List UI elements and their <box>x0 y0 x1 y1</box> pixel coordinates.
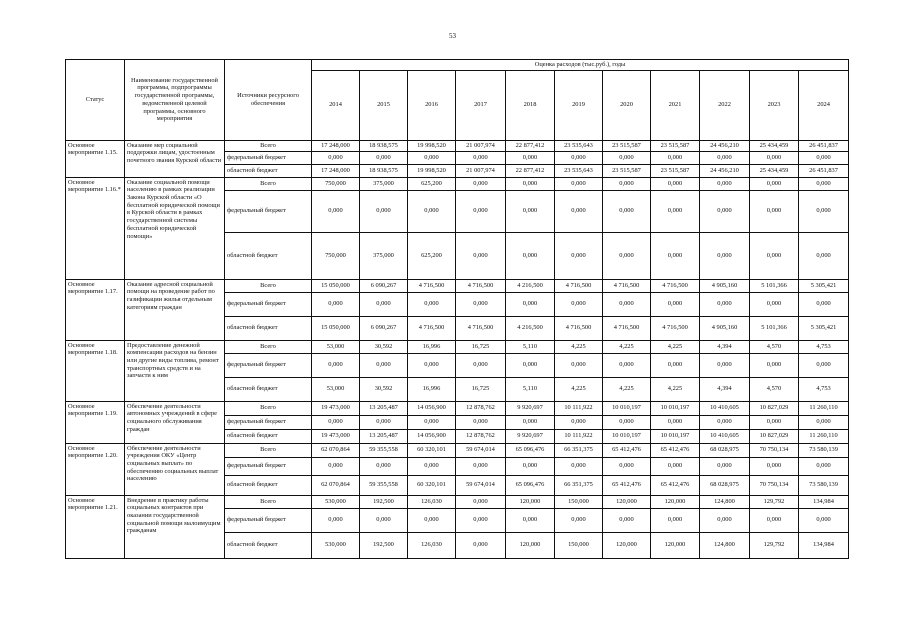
value-cell: 6 090,267 <box>360 316 408 340</box>
value-cell: 0,000 <box>603 232 651 279</box>
value-cell: 0,000 <box>750 457 799 475</box>
header-year: 2023 <box>750 70 799 140</box>
value-cell: 0,000 <box>456 177 506 190</box>
value-cell: 65 412,476 <box>603 475 651 495</box>
value-cell: 4 905,160 <box>700 316 750 340</box>
value-cell: 4 216,500 <box>506 316 555 340</box>
value-cell: 0,000 <box>408 292 456 316</box>
value-cell: 65 412,476 <box>603 443 651 457</box>
value-cell: 60 320,101 <box>408 443 456 457</box>
value-cell: 0,000 <box>506 457 555 475</box>
value-cell: 0,000 <box>506 151 555 164</box>
source-cell: областной бюджет <box>225 475 312 495</box>
value-cell: 15 050,000 <box>312 279 360 292</box>
value-cell: 0,000 <box>456 457 506 475</box>
value-cell: 19 998,520 <box>408 140 456 151</box>
value-cell: 0,000 <box>555 415 603 429</box>
measure-name-cell: Внедрение в практику работы социальных контрактов при оказании государственной социальной помощи малоимущим гражданам <box>125 495 225 558</box>
value-cell: 18 938,575 <box>360 164 408 177</box>
source-cell: областной бюджет <box>225 164 312 177</box>
value-cell: 0,000 <box>506 353 555 377</box>
value-cell: 10 010,197 <box>651 401 700 415</box>
header-year: 2024 <box>799 70 849 140</box>
value-cell: 53,000 <box>312 377 360 401</box>
value-cell: 0,000 <box>603 177 651 190</box>
value-cell: 66 351,375 <box>555 475 603 495</box>
value-cell: 4,570 <box>750 377 799 401</box>
source-cell: Всего <box>225 279 312 292</box>
value-cell: 0,000 <box>603 190 651 232</box>
value-cell: 5,110 <box>506 377 555 401</box>
value-cell: 0,000 <box>799 457 849 475</box>
value-cell: 0,000 <box>700 353 750 377</box>
measure-name-cell: Обеспечение деятельности учреждения ОКУ «Центр социальных выплат» по обеспечению социальных выплат населению <box>125 443 225 495</box>
value-cell: 375,000 <box>360 177 408 190</box>
value-cell: 375,000 <box>360 232 408 279</box>
value-cell: 5 305,421 <box>799 316 849 340</box>
value-cell: 10 010,197 <box>651 429 700 443</box>
value-cell: 11 260,110 <box>799 401 849 415</box>
value-cell: 59 355,558 <box>360 475 408 495</box>
value-cell: 0,000 <box>456 415 506 429</box>
value-cell: 4,753 <box>799 340 849 353</box>
value-cell: 4 716,500 <box>408 279 456 292</box>
value-cell: 59 355,558 <box>360 443 408 457</box>
status-cell: Основное мероприятие 1.16.* <box>66 177 125 279</box>
value-cell: 0,000 <box>312 292 360 316</box>
value-cell: 0,000 <box>555 292 603 316</box>
value-cell: 0,000 <box>360 190 408 232</box>
source-cell: областной бюджет <box>225 316 312 340</box>
header-source: Источники ресурсного обеспечения <box>225 60 312 141</box>
source-cell: федеральный бюджет <box>225 415 312 429</box>
value-cell: 17 248,000 <box>312 140 360 151</box>
value-cell: 0,000 <box>603 415 651 429</box>
value-cell: 62 070,864 <box>312 443 360 457</box>
value-cell: 4 716,500 <box>603 279 651 292</box>
value-cell: 134,984 <box>799 495 849 508</box>
value-cell: 0,000 <box>456 292 506 316</box>
value-cell: 0,000 <box>700 292 750 316</box>
value-cell: 14 056,900 <box>408 429 456 443</box>
value-cell: 0,000 <box>456 495 506 508</box>
value-cell: 70 750,134 <box>750 475 799 495</box>
value-cell: 21 007,974 <box>456 164 506 177</box>
value-cell: 530,000 <box>312 495 360 508</box>
value-cell: 0,000 <box>408 353 456 377</box>
value-cell: 0,000 <box>750 232 799 279</box>
value-cell: 4,225 <box>603 377 651 401</box>
value-cell: 0,000 <box>555 151 603 164</box>
value-cell: 120,000 <box>603 532 651 558</box>
value-cell: 0,000 <box>750 151 799 164</box>
value-cell: 65 412,476 <box>651 475 700 495</box>
value-cell: 59 674,014 <box>456 443 506 457</box>
source-cell: Всего <box>225 443 312 457</box>
header-year: 2018 <box>506 70 555 140</box>
value-cell: 73 580,139 <box>799 443 849 457</box>
value-cell: 126,030 <box>408 532 456 558</box>
value-cell: 4,225 <box>603 340 651 353</box>
source-cell: федеральный бюджет <box>225 508 312 532</box>
measure-name-cell: Оказание адресной социальной помощи на проведение работ по газификации жилья отдельным категориям граждан <box>125 279 225 340</box>
value-cell: 13 205,487 <box>360 401 408 415</box>
value-cell: 0,000 <box>651 177 700 190</box>
value-cell: 11 260,110 <box>799 429 849 443</box>
value-cell: 10 010,197 <box>603 401 651 415</box>
value-cell: 0,000 <box>506 190 555 232</box>
header-year: 2021 <box>651 70 700 140</box>
value-cell: 0,000 <box>408 508 456 532</box>
value-cell: 16,996 <box>408 377 456 401</box>
value-cell: 4,394 <box>700 340 750 353</box>
value-cell: 10 410,605 <box>700 401 750 415</box>
value-cell: 0,000 <box>750 353 799 377</box>
status-cell: Основное мероприятие 1.20. <box>66 443 125 495</box>
value-cell: 0,000 <box>312 457 360 475</box>
value-cell: 4 716,500 <box>456 316 506 340</box>
value-cell: 9 920,697 <box>506 429 555 443</box>
value-cell: 4 716,500 <box>555 316 603 340</box>
source-cell: Всего <box>225 140 312 151</box>
value-cell: 16,996 <box>408 340 456 353</box>
value-cell: 0,000 <box>312 190 360 232</box>
value-cell: 0,000 <box>312 415 360 429</box>
table-row <box>66 401 849 415</box>
value-cell: 0,000 <box>700 151 750 164</box>
value-cell: 120,000 <box>651 495 700 508</box>
source-cell: федеральный бюджет <box>225 353 312 377</box>
header-year: 2015 <box>360 70 408 140</box>
value-cell: 120,000 <box>603 495 651 508</box>
value-cell: 19 473,000 <box>312 429 360 443</box>
value-cell: 13 205,487 <box>360 429 408 443</box>
value-cell: 0,000 <box>408 190 456 232</box>
value-cell: 530,000 <box>312 532 360 558</box>
value-cell: 0,000 <box>555 190 603 232</box>
value-cell: 0,000 <box>456 190 506 232</box>
status-cell: Основное мероприятие 1.17. <box>66 279 125 340</box>
value-cell: 0,000 <box>456 532 506 558</box>
value-cell: 0,000 <box>312 353 360 377</box>
value-cell: 4 716,500 <box>456 279 506 292</box>
value-cell: 129,792 <box>750 495 799 508</box>
value-cell: 65 096,476 <box>506 475 555 495</box>
table-row <box>66 443 849 457</box>
value-cell: 15 050,000 <box>312 316 360 340</box>
value-cell: 0,000 <box>555 508 603 532</box>
value-cell: 25 434,459 <box>750 164 799 177</box>
value-cell: 0,000 <box>506 508 555 532</box>
value-cell: 19 473,000 <box>312 401 360 415</box>
status-cell: Основное мероприятие 1.18. <box>66 340 125 401</box>
value-cell: 0,000 <box>799 232 849 279</box>
measure-name-cell: Оказание социальной помощи населению в рамках реализации Закона Курской области «О бесплатной юридической помощи в Курской области в рамках государственной системы бесплатной юридической помощи» <box>125 177 225 279</box>
table-body <box>66 60 849 559</box>
value-cell: 0,000 <box>651 353 700 377</box>
value-cell: 0,000 <box>799 151 849 164</box>
value-cell: 4,753 <box>799 377 849 401</box>
value-cell: 0,000 <box>360 508 408 532</box>
value-cell: 750,000 <box>312 232 360 279</box>
value-cell: 22 877,412 <box>506 164 555 177</box>
value-cell: 4,225 <box>651 377 700 401</box>
header-estimate: Оценка расходов (тыс.руб.), годы <box>312 60 849 71</box>
source-cell: областной бюджет <box>225 377 312 401</box>
status-cell: Основное мероприятие 1.15. <box>66 140 125 177</box>
value-cell: 12 878,762 <box>456 429 506 443</box>
value-cell: 0,000 <box>799 190 849 232</box>
value-cell: 19 998,520 <box>408 164 456 177</box>
value-cell: 0,000 <box>700 190 750 232</box>
value-cell: 0,000 <box>603 151 651 164</box>
value-cell: 4 716,500 <box>651 279 700 292</box>
value-cell: 17 248,000 <box>312 164 360 177</box>
source-cell: федеральный бюджет <box>225 292 312 316</box>
value-cell: 68 028,975 <box>700 443 750 457</box>
measure-name-cell: Оказание мер социальной поддержки лицам, удостоенным почетного звания Курской области <box>125 140 225 177</box>
measure-name-cell: Предоставление денежной компенсации расходов на бензин или другие виды топлива, ремонт транспортных средств и на запчасти к ним <box>125 340 225 401</box>
value-cell: 4,225 <box>651 340 700 353</box>
value-cell: 0,000 <box>651 232 700 279</box>
value-cell: 0,000 <box>408 151 456 164</box>
value-cell: 66 351,375 <box>555 443 603 457</box>
source-cell: Всего <box>225 177 312 190</box>
value-cell: 0,000 <box>360 353 408 377</box>
value-cell: 60 320,101 <box>408 475 456 495</box>
value-cell: 26 451,837 <box>799 140 849 151</box>
source-cell: Всего <box>225 495 312 508</box>
value-cell: 4 905,160 <box>700 279 750 292</box>
value-cell: 53,000 <box>312 340 360 353</box>
header-year: 2019 <box>555 70 603 140</box>
value-cell: 5 101,366 <box>750 279 799 292</box>
value-cell: 16,725 <box>456 377 506 401</box>
value-cell: 0,000 <box>408 415 456 429</box>
value-cell: 4,570 <box>750 340 799 353</box>
value-cell: 23 515,587 <box>651 140 700 151</box>
value-cell: 0,000 <box>312 151 360 164</box>
value-cell: 124,800 <box>700 495 750 508</box>
value-cell: 4,225 <box>555 340 603 353</box>
value-cell: 10 111,922 <box>555 401 603 415</box>
value-cell: 134,984 <box>799 532 849 558</box>
value-cell: 192,500 <box>360 532 408 558</box>
table-row <box>66 177 849 190</box>
header-name: Наименование государственной программы, подпрограммы государственной программы, ведомственной целевой программы, основного мероприятия <box>125 60 225 141</box>
value-cell: 23 515,587 <box>603 140 651 151</box>
value-cell: 12 878,762 <box>456 401 506 415</box>
value-cell: 10 827,029 <box>750 429 799 443</box>
value-cell: 26 451,837 <box>799 164 849 177</box>
value-cell: 120,000 <box>651 532 700 558</box>
value-cell: 23 515,587 <box>651 164 700 177</box>
value-cell: 16,725 <box>456 340 506 353</box>
source-cell: областной бюджет <box>225 232 312 279</box>
value-cell: 0,000 <box>555 353 603 377</box>
value-cell: 0,000 <box>700 177 750 190</box>
value-cell: 70 750,134 <box>750 443 799 457</box>
value-cell: 625,200 <box>408 177 456 190</box>
value-cell: 0,000 <box>456 232 506 279</box>
value-cell: 22 877,412 <box>506 140 555 151</box>
source-cell: федеральный бюджет <box>225 151 312 164</box>
value-cell: 0,000 <box>456 151 506 164</box>
value-cell: 4 716,500 <box>603 316 651 340</box>
value-cell: 0,000 <box>651 415 700 429</box>
value-cell: 0,000 <box>750 190 799 232</box>
value-cell: 126,030 <box>408 495 456 508</box>
value-cell: 0,000 <box>312 508 360 532</box>
value-cell: 0,000 <box>700 232 750 279</box>
value-cell: 24 456,210 <box>700 140 750 151</box>
status-cell: Основное мероприятие 1.21. <box>66 495 125 558</box>
value-cell: 65 096,476 <box>506 443 555 457</box>
value-cell: 0,000 <box>360 457 408 475</box>
value-cell: 4 216,500 <box>506 279 555 292</box>
value-cell: 0,000 <box>456 508 506 532</box>
header-row-top <box>66 60 849 71</box>
header-status: Статус <box>66 60 125 141</box>
value-cell: 0,000 <box>506 292 555 316</box>
value-cell: 124,800 <box>700 532 750 558</box>
value-cell: 0,000 <box>506 177 555 190</box>
value-cell: 5 101,366 <box>750 316 799 340</box>
value-cell: 10 827,029 <box>750 401 799 415</box>
value-cell: 0,000 <box>555 177 603 190</box>
value-cell: 21 007,974 <box>456 140 506 151</box>
value-cell: 0,000 <box>651 457 700 475</box>
value-cell: 0,000 <box>651 292 700 316</box>
value-cell: 0,000 <box>750 292 799 316</box>
measure-name-cell: Обеспечение деятельности автономных учреждений в сфере социального обслуживания граждан <box>125 401 225 443</box>
value-cell: 14 056,900 <box>408 401 456 415</box>
header-year: 2014 <box>312 70 360 140</box>
source-cell: Всего <box>225 340 312 353</box>
value-cell: 24 456,210 <box>700 164 750 177</box>
value-cell: 0,000 <box>750 415 799 429</box>
value-cell: 5 305,421 <box>799 279 849 292</box>
value-cell: 150,000 <box>555 495 603 508</box>
header-year: 2016 <box>408 70 456 140</box>
source-cell: областной бюджет <box>225 532 312 558</box>
value-cell: 120,000 <box>506 495 555 508</box>
value-cell: 0,000 <box>603 508 651 532</box>
value-cell: 0,000 <box>506 415 555 429</box>
value-cell: 0,000 <box>750 177 799 190</box>
value-cell: 0,000 <box>360 415 408 429</box>
value-cell: 9 920,697 <box>506 401 555 415</box>
value-cell: 0,000 <box>799 508 849 532</box>
value-cell: 0,000 <box>506 232 555 279</box>
table-row <box>66 340 849 353</box>
source-cell: областной бюджет <box>225 429 312 443</box>
value-cell: 0,000 <box>799 415 849 429</box>
header-year: 2022 <box>700 70 750 140</box>
value-cell: 0,000 <box>651 508 700 532</box>
value-cell: 0,000 <box>555 457 603 475</box>
value-cell: 0,000 <box>700 457 750 475</box>
value-cell: 10 111,922 <box>555 429 603 443</box>
header-year: 2017 <box>456 70 506 140</box>
value-cell: 0,000 <box>700 508 750 532</box>
value-cell: 0,000 <box>360 151 408 164</box>
value-cell: 59 674,014 <box>456 475 506 495</box>
value-cell: 25 434,459 <box>750 140 799 151</box>
value-cell: 0,000 <box>799 177 849 190</box>
value-cell: 0,000 <box>700 415 750 429</box>
value-cell: 73 580,139 <box>799 475 849 495</box>
value-cell: 4,394 <box>700 377 750 401</box>
value-cell: 150,000 <box>555 532 603 558</box>
value-cell: 0,000 <box>750 508 799 532</box>
source-cell: Всего <box>225 401 312 415</box>
value-cell: 0,000 <box>555 232 603 279</box>
value-cell: 4 716,500 <box>408 316 456 340</box>
value-cell: 5,110 <box>506 340 555 353</box>
page-number: 53 <box>449 32 456 40</box>
resource-table <box>65 59 849 559</box>
table-row <box>66 140 849 151</box>
value-cell: 18 938,575 <box>360 140 408 151</box>
value-cell: 30,592 <box>360 377 408 401</box>
value-cell: 750,000 <box>312 177 360 190</box>
value-cell: 10 410,605 <box>700 429 750 443</box>
header-year: 2020 <box>603 70 651 140</box>
value-cell: 0,000 <box>408 457 456 475</box>
value-cell: 4,225 <box>555 377 603 401</box>
value-cell: 0,000 <box>651 151 700 164</box>
value-cell: 0,000 <box>456 353 506 377</box>
value-cell: 62 070,864 <box>312 475 360 495</box>
value-cell: 0,000 <box>799 292 849 316</box>
status-cell: Основное мероприятие 1.19. <box>66 401 125 443</box>
value-cell: 0,000 <box>799 353 849 377</box>
value-cell: 30,592 <box>360 340 408 353</box>
value-cell: 0,000 <box>360 292 408 316</box>
source-cell: федеральный бюджет <box>225 457 312 475</box>
table-row <box>66 495 849 508</box>
value-cell: 23 515,587 <box>603 164 651 177</box>
value-cell: 4 716,500 <box>651 316 700 340</box>
value-cell: 120,000 <box>506 532 555 558</box>
value-cell: 625,200 <box>408 232 456 279</box>
value-cell: 6 090,267 <box>360 279 408 292</box>
value-cell: 0,000 <box>603 292 651 316</box>
value-cell: 129,792 <box>750 532 799 558</box>
value-cell: 10 010,197 <box>603 429 651 443</box>
value-cell: 0,000 <box>603 457 651 475</box>
value-cell: 0,000 <box>603 353 651 377</box>
value-cell: 23 535,643 <box>555 164 603 177</box>
value-cell: 0,000 <box>651 190 700 232</box>
table-row <box>66 279 849 292</box>
value-cell: 68 028,975 <box>700 475 750 495</box>
value-cell: 65 412,476 <box>651 443 700 457</box>
source-cell: федеральный бюджет <box>225 190 312 232</box>
value-cell: 192,500 <box>360 495 408 508</box>
value-cell: 4 716,500 <box>555 279 603 292</box>
value-cell: 23 535,643 <box>555 140 603 151</box>
